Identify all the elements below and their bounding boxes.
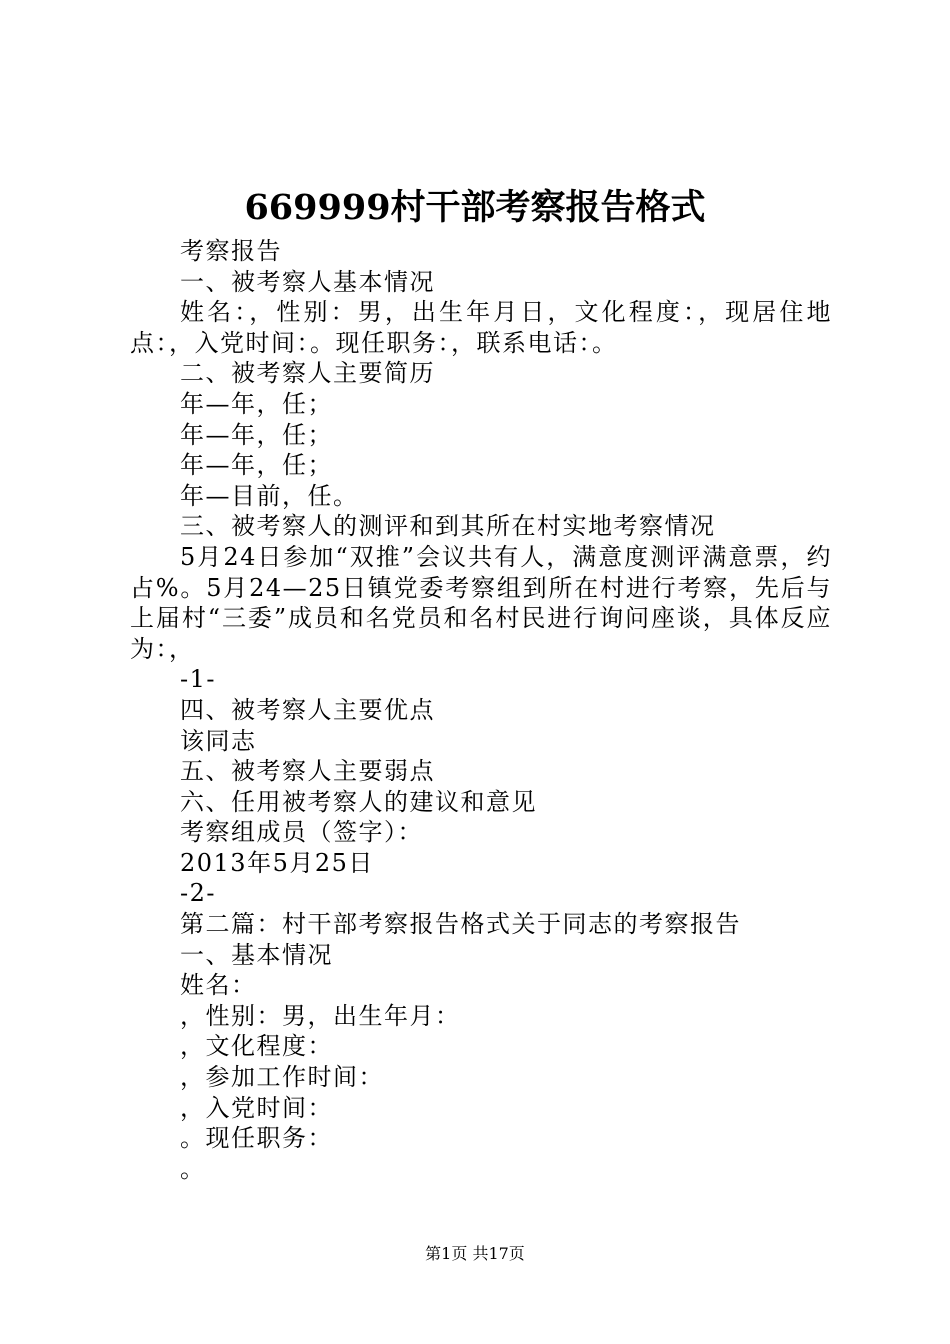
page-footer: 第1页 共17页 bbox=[425, 1244, 525, 1263]
paragraph: 年—目前，任。 bbox=[180, 481, 359, 510]
section-heading: 一、基本情况 bbox=[180, 940, 333, 969]
section-heading: 四、被考察人主要优点 bbox=[180, 695, 435, 724]
section-heading: 二、被考察人主要简历 bbox=[180, 359, 435, 388]
paragraph: 年—年，任； bbox=[180, 389, 333, 418]
paragraph: 姓名： bbox=[180, 971, 257, 1000]
page-marker: -1- bbox=[180, 665, 216, 694]
paragraph: 考察组成员（签字）： bbox=[180, 818, 423, 847]
document-body bbox=[130, 236, 832, 1184]
document-title: 669999村干部考察报告格式 bbox=[244, 187, 706, 228]
paragraph: ，文化程度： bbox=[180, 1032, 333, 1061]
date-line: 2013年5月25日 bbox=[180, 848, 374, 877]
section-heading: 五、被考察人主要弱点 bbox=[180, 757, 435, 786]
section-heading: 六、任用被考察人的建议和意见 bbox=[180, 787, 537, 816]
paragraph: 姓名：，性别：男，出生年月日，文化程度：，现居住地点：，入党时间：。现任职务：，联系电话：。 bbox=[130, 298, 832, 357]
section-heading: 一、被考察人基本情况 bbox=[180, 267, 435, 296]
paragraph: 该同志 bbox=[180, 726, 257, 755]
paragraph: 。 bbox=[180, 1154, 206, 1183]
paragraph: 年—年，任； bbox=[180, 451, 333, 480]
paragraph: ，参加工作时间： bbox=[180, 1063, 384, 1092]
paragraph: 。现任职务： bbox=[180, 1124, 333, 1153]
paragraph: 5月24日参加“双推”会议共有人，满意度测评满意票，约占%。5月24—25日镇党委考察组到所在村进行考察，先后与上届村“三委”成员和名党员和名村民进行询问座谈，具体反应为：， bbox=[130, 542, 832, 663]
section-heading: 三、被考察人的测评和到其所在村实地考察情况 bbox=[180, 512, 716, 541]
paragraph: 考察报告 bbox=[180, 237, 282, 265]
chapter-heading: 第二篇：村干部考察报告格式关于同志的考察报告 bbox=[180, 910, 741, 939]
paragraph: ，入党时间： bbox=[180, 1093, 333, 1122]
paragraph: 年—年，任； bbox=[180, 420, 333, 449]
paragraph: ，性别：男，出生年月： bbox=[180, 1001, 461, 1030]
page-marker: -2- bbox=[180, 879, 216, 908]
